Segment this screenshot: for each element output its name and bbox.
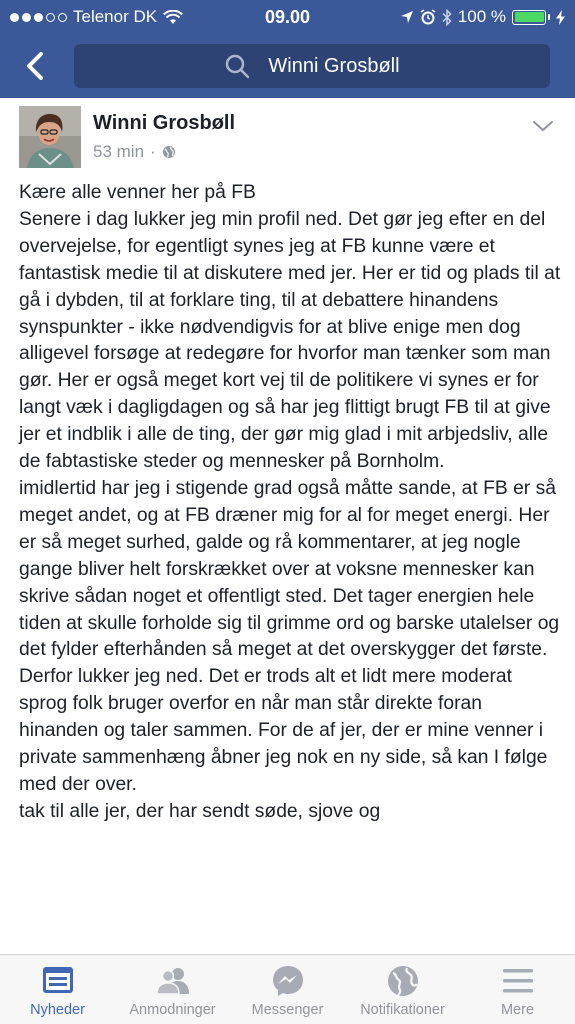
globe-notifications-icon — [385, 964, 421, 998]
battery-icon — [512, 10, 550, 25]
tab-more[interactable] — [460, 955, 575, 1024]
search-query: Winni Grosbøll — [268, 54, 400, 77]
tab-notifications[interactable] — [345, 955, 460, 1024]
post-paragraph: Kære alle venner her på FB — [19, 182, 256, 203]
location-arrow-icon — [400, 10, 414, 24]
search-icon — [224, 53, 250, 79]
tab-messenger[interactable] — [230, 955, 345, 1024]
tab-label: Anmodninger — [129, 1002, 216, 1018]
tab-label: Mere — [500, 1002, 535, 1018]
meta-separator: · — [150, 142, 156, 161]
alarm-icon — [420, 9, 436, 25]
signal-strength-icon — [10, 13, 67, 22]
messenger-icon — [270, 964, 306, 998]
carrier-name: Telenor DK — [73, 7, 158, 26]
post-options-button[interactable] — [531, 118, 555, 134]
tab-label: Notifikationer — [360, 1002, 445, 1018]
post-meta — [93, 142, 176, 162]
menu-icon — [500, 964, 536, 998]
tab-label: Messenger — [251, 1002, 324, 1018]
tab-friend-requests[interactable] — [115, 955, 230, 1024]
post-author[interactable]: Winni Grosbøll — [93, 112, 236, 134]
chevron-down-icon — [531, 118, 555, 134]
post-paragraph: tak til alle jer, der har sendt søde, sjove og — [19, 800, 381, 822]
post-paragraph: Senere i dag lukker jeg min profil ned. Det gør jeg efter en del overvejelse, for egentligt synes jeg at FB kunne være et fantastisk medie til at diskutere med jer. Her er tid og plads til at gå i dybden, til at forklare ting, til at debattere hinandens synspunkter - ikke nødvendigvis for at blive enige men dog alligevel forsøge at redegøre for hvorfor man tænker som man gør. Her er også meget kort vej til de politikere vi synes er for langt væk i dagligdagen og så har jeg flittigt brugt FB til at give jer et indblik i alle de ting, der gør mig glad i mit arbjedsliv, alle de fabtastiske steder og mennesker på Bornholm. — [19, 208, 561, 473]
wifi-icon — [163, 10, 183, 25]
status-right — [400, 7, 565, 27]
status-left — [10, 7, 183, 27]
post-timestamp[interactable]: 53 min — [93, 142, 145, 161]
charging-bolt-icon — [556, 10, 565, 25]
friend-requests-icon — [155, 964, 191, 998]
chevron-left-icon — [25, 51, 45, 81]
back-button[interactable] — [0, 34, 70, 98]
news-feed-icon — [40, 964, 76, 998]
battery-percentage: 100 % — [457, 7, 506, 26]
tab-news-feed[interactable] — [0, 955, 115, 1024]
bluetooth-icon — [442, 9, 452, 26]
bottom-tab-bar — [0, 954, 575, 1024]
post-paragraph: imidlertid har jeg i stigende grad også måtte sande, at FB er så meget andet, og at FB dræner mig for al for meget energi. Her er så meget surhed, galde og rå kommentarer, at jeg nogle gange bliver helt forskrækket over at voksne mennesker kan skrive sådan noget et offentligt sted. Det tager energien hele tiden at skulle forholde sig til grimme ord og barske utalelser og det fylder efterhånden så meget at det overskygger det første. Derfor lukker jeg ned. Det er trods alt et lidt mere moderat sprog folk bruger overfor en når man står direkte foran hinanden og taler sammen. For de af jer, der er mine venner i private sammenhæng åbner jeg nok en ny side, så kan I følge med der over. — [19, 477, 560, 795]
globe-icon — [162, 145, 176, 159]
navigation-bar — [0, 34, 575, 98]
post-header — [0, 98, 575, 176]
search-field[interactable] — [74, 44, 550, 88]
avatar[interactable] — [19, 106, 81, 168]
status-bar — [0, 0, 575, 34]
clock: 09.00 — [264, 6, 311, 27]
tab-label: Nyheder — [30, 1002, 85, 1018]
post-body — [19, 180, 564, 826]
